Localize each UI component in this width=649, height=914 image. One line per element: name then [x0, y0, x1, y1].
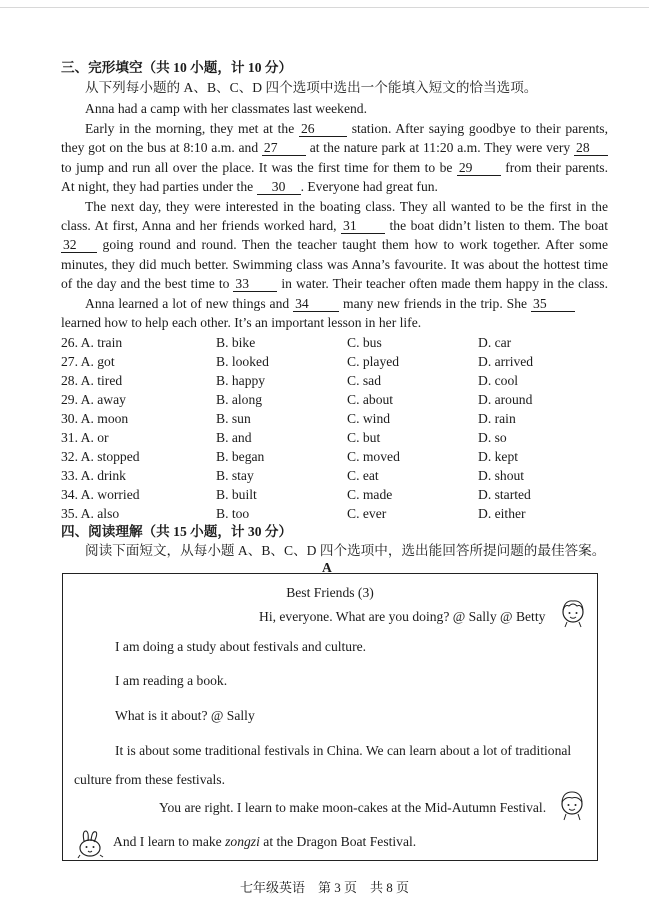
- passage-line: The next day, they were interested in the boating class. They all wanted to be the first in the: [85, 199, 608, 214]
- chat-message: I am reading a book.: [115, 673, 228, 688]
- option-b[interactable]: B. began: [216, 449, 265, 464]
- blank-33: 33: [233, 277, 277, 292]
- option-c[interactable]: C. sad: [347, 373, 381, 388]
- option-a[interactable]: 29. A. away: [61, 392, 126, 407]
- top-divider: [0, 7, 649, 8]
- passage-line: At night, they had parties under the 30 . Everyone had great fun.: [61, 179, 438, 194]
- blank-27: 27: [262, 141, 306, 156]
- option-d[interactable]: D. around: [478, 392, 533, 407]
- option-b[interactable]: B. and: [216, 430, 252, 445]
- section4-instruction: 阅读下面短文，从每小题 A、B、C、D 四个选项中，选出能回答所提问题的最佳答案。: [85, 543, 606, 558]
- passage-line: learned how to help each other. It’s an important lesson in her life.: [61, 315, 422, 330]
- option-c[interactable]: C. eat: [347, 468, 379, 483]
- blank-26: 26: [299, 122, 347, 137]
- part-label: A: [322, 560, 332, 575]
- chat-box: [62, 573, 598, 861]
- option-d[interactable]: D. arrived: [478, 354, 534, 369]
- chat-message: Hi, everyone. What are you doing? @ Sally @ Betty: [259, 609, 546, 624]
- option-b[interactable]: B. too: [216, 506, 250, 521]
- option-d[interactable]: D. shout: [478, 468, 525, 483]
- girl-avatar-icon: [557, 789, 587, 821]
- option-c[interactable]: C. played: [347, 354, 400, 369]
- option-b[interactable]: B. along: [216, 392, 263, 407]
- option-c[interactable]: C. bus: [347, 335, 382, 350]
- chat-message: What is it about? @ Sally: [115, 708, 255, 723]
- option-d[interactable]: D. started: [478, 487, 531, 502]
- option-d[interactable]: D. cool: [478, 373, 519, 388]
- passage-line: class. At first, Anna and her friends worked hard, 31 the boat didn’t listen to them. The boat: [61, 218, 608, 233]
- option-c[interactable]: C. about: [347, 392, 394, 407]
- passage-line: Anna learned a lot of new things and 34 many new friends in the trip. She 35: [85, 294, 575, 313]
- option-a[interactable]: 30. A. moon: [61, 411, 129, 426]
- chat-title: Best Friends (3): [286, 585, 374, 600]
- blank-28: 28: [574, 141, 608, 156]
- bunny-avatar-icon: [75, 829, 107, 859]
- passage-line: 32 going round and round. Then the teacher taught them how to work together. After some: [63, 237, 608, 252]
- option-b[interactable]: B. happy: [216, 373, 266, 388]
- option-d[interactable]: D. kept: [478, 449, 519, 464]
- chat-message: You are right. I learn to make moon-cakes at the Mid-Autumn Festival.: [159, 800, 547, 815]
- option-b[interactable]: B. stay: [216, 468, 254, 483]
- option-c[interactable]: C. ever: [347, 506, 387, 521]
- option-d[interactable]: D. either: [478, 506, 526, 521]
- passage-line: Early in the morning, they met at the 26 station. After saying goodbye to their parents,: [85, 121, 608, 136]
- blank-35: 35: [531, 297, 575, 312]
- option-a[interactable]: 34. A. worried: [61, 487, 140, 502]
- option-a[interactable]: 35. A. also: [61, 506, 120, 521]
- option-c[interactable]: C. made: [347, 487, 393, 502]
- option-b[interactable]: B. built: [216, 487, 257, 502]
- blank-30: 30: [257, 180, 301, 195]
- chat-message: I am doing a study about festivals and culture.: [115, 639, 367, 654]
- option-b[interactable]: B. bike: [216, 335, 256, 350]
- blank-31: 31: [341, 219, 385, 234]
- option-a[interactable]: 26. A. train: [61, 335, 123, 350]
- option-d[interactable]: D. car: [478, 335, 512, 350]
- chat-message: And I learn to make zongzi at the Dragon Boat Festival.: [113, 834, 417, 849]
- option-a[interactable]: 31. A. or: [61, 430, 109, 445]
- section4-heading: 四、阅读理解（共 15 小题，计 30 分）: [61, 524, 293, 539]
- option-c[interactable]: C. wind: [347, 411, 391, 426]
- passage-line: to jump and run all over the place. It was the first time for them to be 29 from their parents.: [61, 160, 608, 175]
- chat-message: culture from these festivals.: [74, 772, 225, 787]
- chat-message: It is about some traditional festivals in China. We can learn about a lot of traditional: [115, 743, 572, 758]
- option-b[interactable]: B. looked: [216, 354, 269, 369]
- option-a[interactable]: 28. A. tired: [61, 373, 123, 388]
- option-c[interactable]: C. but: [347, 430, 381, 445]
- option-b[interactable]: B. sun: [216, 411, 251, 426]
- option-c[interactable]: C. moved: [347, 449, 400, 464]
- passage-line: of the day and the best time to 33 in water. Their teacher often made them happy in the class.: [61, 276, 608, 291]
- passage-line: minutes, they did much better. Swimming class was Anna’s favourite. It was about the hottest time: [61, 257, 608, 272]
- page-footer: 七年级英语 第 3 页 共 8 页: [239, 880, 409, 895]
- section3-instruction: 从下列每小题的 A、B、C、D 四个选项中选出一个能填入短文的恰当选项。: [85, 80, 538, 95]
- passage-line: Anna had a camp with her classmates last weekend.: [85, 101, 367, 116]
- option-a[interactable]: 32. A. stopped: [61, 449, 140, 464]
- blank-34: 34: [293, 297, 339, 312]
- option-d[interactable]: D. so: [478, 430, 507, 445]
- option-d[interactable]: D. rain: [478, 411, 516, 426]
- section3-heading: 三、完形填空（共 10 小题，计 10 分）: [61, 60, 293, 75]
- blank-29: 29: [457, 161, 501, 176]
- girl-avatar-icon: [559, 598, 587, 628]
- passage-line: they got on the bus at 8:10 a.m. and 27 at the nature park at 11:20 a.m. They were very 28: [61, 138, 608, 157]
- option-a[interactable]: 33. A. drink: [61, 468, 126, 483]
- blank-32: 32: [61, 238, 97, 253]
- option-a[interactable]: 27. A. got: [61, 354, 115, 369]
